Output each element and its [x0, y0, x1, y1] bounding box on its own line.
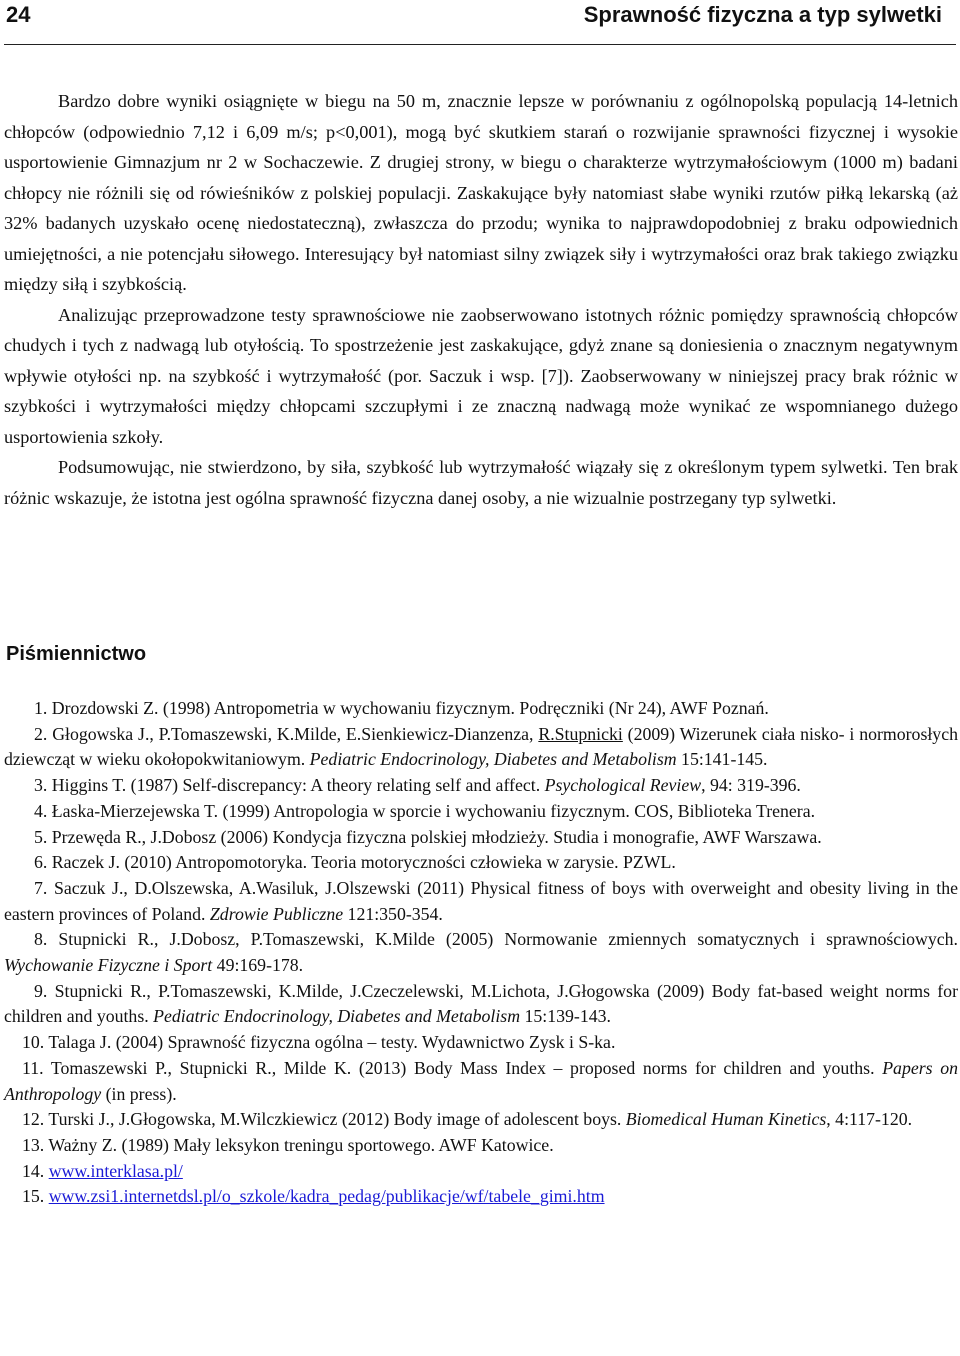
reference-item: 2. Głogowska J., P.Tomaszewski, K.Milde, E.Sienkiewicz-Dianzenza, R.Stupnicki (2009) Wizerunek ciała nisko- i normorosłych dziewcząt w wieku okołopokwitaniowym. Pediatric Endocrinology, Diabetes and Metabolism 15:141-145.	[4, 723, 958, 770]
page-header	[0, 0, 960, 46]
header-rule	[4, 44, 956, 45]
reference-link[interactable]: www.zsi1.internetdsl.pl/o_szkole/kadra_pedag/publikacje/wf/tabele_gimi.htm	[48, 1186, 605, 1207]
reference-item: 7. Saczuk J., D.Olszewska, A.Wasiluk, J.Olszewski (2011) Physical fitness of boys with overweight and obesity living in the eastern provinces of Poland. Zdrowie Publiczne 121:350-354.	[4, 877, 958, 924]
reference-item: 8. Stupnicki R., J.Dobosz, P.Tomaszewski, K.Milde (2005) Normowanie zmiennych somatycznych i sprawnościowych. Wychowanie Fizyczne i Sport 49:169-178.	[4, 929, 958, 976]
body-text	[4, 86, 958, 513]
reference-item: 9. Stupnicki R., P.Tomaszewski, K.Milde, J.Czeczelewski, M.Lichota, J.Głogowska (2009) Body fat-based weight norms for children and youths. Pediatric Endocrinology, Diabetes and Metabolism 15:139-143.	[4, 980, 958, 1027]
reference-item: 15. www.zsi1.internetdsl.pl/o_szkole/kadra_pedag/publikacje/wf/tabele_gimi.htm	[22, 1186, 605, 1207]
references-heading: Piśmiennictwo	[6, 643, 147, 665]
reference-item: 4. Łaska-Mierzejewska T. (1999) Antropologia w sporcie i wychowaniu fizycznym. COS, Biblioteka Trenera.	[34, 800, 816, 821]
reference-item: 6. Raczek J. (2010) Antropomotoryka. Teoria motoryczności człowieka w zarysie. PZWL.	[34, 852, 676, 873]
paragraph: Podsumowując, nie stwierdzono, by siła, szybkość lub wytrzymałość wiązały się z określonym typem sylwetki. Ten brak różnic wskazuje, że istotna jest ogólna sprawność fizyczna danej osoby, a nie wizualnie postrzegany typ sylwetki.	[4, 457, 958, 508]
reference-item: 11. Tomaszewski P., Stupnicki R., Milde K. (2013) Body Mass Index – proposed norms for children and youths. Papers on Anthropology (in press).	[4, 1057, 959, 1104]
reference-item: 14. www.interklasa.pl/	[22, 1160, 183, 1181]
reference-item: 10. Talaga J. (2004) Sprawność fizyczna ogólna – testy. Wydawnictwo Zysk i S-ka.	[22, 1032, 616, 1053]
paragraph: Bardzo dobre wyniki osiągnięte w biegu na 50 m, znacznie lepsze w porównaniu z ogólnopolską populacją 14-letnich chłopców (odpowiednio 7,12 i 6,09 m/s; p<0,001), mogą być skutkiem starań o rozwijanie sprawności fizycznej i wysokie usportowienie Gimnazjum nr 2 w Sochaczewie. Z drugiej strony, w biegu o charakterze wytrzymałościowym (1000 m) badani chłopcy nie różnili się od rówieśników z polskiej populacji. Zaskakujące były natomiast słabe wyniki rzutów piłką lekarską (aż 32% badanych uzyskało ocenę niedostateczną), zwłaszcza do przodu; wynika to najprawdopodobniej z braku odpowiednich umiejętności, a nie potencjału siłowego. Interesujący był natomiast silny związek siły i wytrzymałości oraz brak takiego związku między siłą i szybkością.	[4, 91, 958, 294]
reference-item: 5. Przewęda R., J.Dobosz (2006) Kondycja fizyczna polskiej młodzieży. Studia i monografie, AWF Warszawa.	[34, 826, 822, 847]
reference-item: 1. Drozdowski Z. (1998) Antropometria w wychowaniu fizycznym. Podręczniki (Nr 24), AWF Poznań.	[34, 698, 769, 718]
reference-item: 12. Turski J., J.Głogowska, M.Wilczkiewicz (2012) Body image of adolescent boys. Biomedical Human Kinetics, 4:117-120.	[22, 1109, 913, 1130]
reference-item: 13. Ważny Z. (1989) Mały leksykon treningu sportowego. AWF Katowice.	[22, 1134, 554, 1155]
page-number: 24	[6, 2, 31, 27]
running-title: Sprawność fizyczna a typ sylwetki	[583, 2, 942, 27]
reference-link[interactable]: www.interklasa.pl/	[48, 1160, 183, 1181]
reference-item: 3. Higgins T. (1987) Self-discrepancy: A theory relating self and affect. Psychological Review, 94: 319-396.	[34, 775, 801, 796]
paragraph: Analizując przeprowadzone testy sprawnościowe nie zaobserwowano istotnych różnic pomiędzy sprawnością chłopców chudych i tych z nadwagą lub otyłością. To spostrzeżenie jest zaskakujące, gdyż znane są doniesienia o znacznym negatywnym wpływie otyłości np. na szybkość i wytrzymałość (por. Saczuk i wsp. [7]). Zaobserwowany w niniejszej pracy brak różnic w szybkości i wytrzymałości między chłopcami szczupłymi i ze znaczną nadwagą może wynikać ze wspomnianego dużego usportowienia szkoły.	[4, 304, 958, 447]
references-list	[4, 696, 958, 1210]
